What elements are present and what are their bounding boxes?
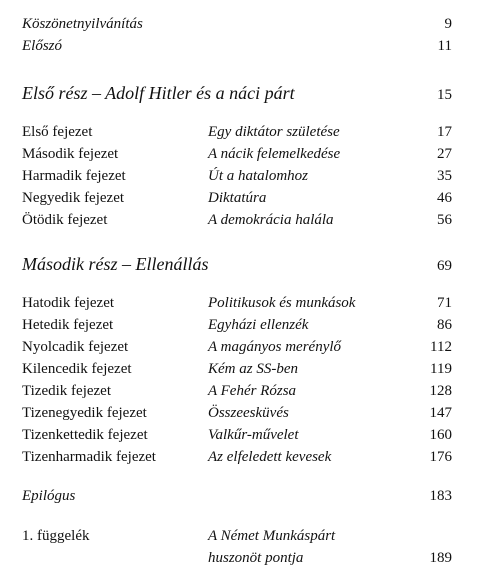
part-heading-2[interactable] — [22, 253, 452, 275]
toc-entry-epilogue[interactable] — [22, 485, 452, 507]
chapter-label: Második fejezet — [22, 146, 119, 162]
chapter-title: Összeesküvés — [208, 405, 289, 421]
chapter-title: Út a hatalomhoz — [208, 168, 309, 184]
chapter-page: 71 — [437, 295, 452, 311]
chapter-page: 27 — [437, 146, 452, 162]
toc-chapter-row[interactable] — [22, 143, 452, 165]
toc-entry-appendix-cont[interactable] — [22, 547, 452, 569]
chapter-label: Első fejezet — [22, 124, 93, 140]
chapter-label: Hatodik fejezet — [22, 295, 115, 311]
chapter-page: 46 — [437, 190, 452, 206]
appendix-title-line2: huszonöt pontja — [208, 550, 304, 566]
chapter-page: 35 — [437, 168, 452, 184]
chapter-label: Kilencedik fejezet — [22, 361, 132, 377]
appendix-page: 189 — [429, 550, 452, 566]
chapter-label: Hetedik fejezet — [22, 317, 114, 333]
chapter-page: 147 — [429, 405, 452, 421]
chapter-title: Politikusok és munkások — [208, 295, 356, 311]
chapter-title: Egyházi ellenzék — [208, 317, 309, 333]
chapter-title: A Fehér Rózsa — [208, 383, 297, 399]
toc-entry-page: 9 — [444, 16, 452, 32]
chapter-title: A demokrácia halála — [208, 212, 334, 228]
toc-entry-title: Epilógus — [22, 488, 76, 504]
toc-chapter-row[interactable] — [22, 402, 452, 424]
toc-entry-page: 183 — [429, 488, 452, 504]
chapter-label: Ötödik fejezet — [22, 212, 108, 228]
chapter-title: Egy diktátor születése — [208, 124, 340, 140]
appendix-label: 1. függelék — [22, 528, 90, 544]
chapter-label: Harmadik fejezet — [22, 168, 126, 184]
chapter-title: A magányos merénylő — [208, 339, 342, 355]
toc-chapter-row[interactable] — [22, 292, 452, 314]
part-title: Második rész – Ellenállás — [22, 254, 209, 274]
part-heading-1[interactable] — [22, 82, 452, 104]
chapter-label: Negyedik fejezet — [22, 190, 125, 206]
part-page: 69 — [437, 258, 452, 274]
chapter-page: 160 — [429, 427, 452, 443]
chapter-page: 128 — [429, 383, 452, 399]
toc-entry-title: Köszönetnyilvánítás — [22, 16, 143, 32]
toc-entry-page: 11 — [437, 38, 452, 54]
toc-chapter-row[interactable] — [22, 314, 452, 336]
toc-chapter-row[interactable] — [22, 336, 452, 358]
chapter-page: 112 — [430, 339, 452, 355]
toc-chapter-row[interactable] — [22, 209, 452, 231]
toc-chapter-row[interactable] — [22, 121, 452, 143]
toc-chapter-row[interactable] — [22, 187, 452, 209]
chapter-label: Tizedik fejezet — [22, 383, 111, 399]
appendix-title-line1: A Német Munkáspárt — [208, 528, 336, 544]
toc-chapter-row[interactable] — [22, 446, 452, 468]
chapter-title: Kém az SS-ben — [208, 361, 298, 377]
chapter-page: 86 — [437, 317, 452, 333]
chapter-label: Tizenkettedik fejezet — [22, 427, 148, 443]
toc-entry-appendix[interactable] — [22, 525, 452, 547]
toc-chapter-row[interactable] — [22, 165, 452, 187]
part-title: Első rész – Adolf Hitler és a náci párt — [22, 83, 295, 103]
toc-entry-title: Előszó — [22, 38, 63, 54]
chapter-label: Tizenegyedik fejezet — [22, 405, 147, 421]
toc-entry-preface[interactable] — [22, 35, 452, 57]
chapter-page: 17 — [437, 124, 452, 140]
chapter-page: 176 — [429, 449, 452, 465]
chapter-title: Valkűr-művelet — [208, 427, 299, 443]
chapter-title: Diktatúra — [208, 190, 267, 206]
toc-chapter-row[interactable] — [22, 380, 452, 402]
toc-chapter-row[interactable] — [22, 424, 452, 446]
chapter-label: Nyolcadik fejezet — [22, 339, 129, 355]
chapter-page: 119 — [430, 361, 452, 377]
chapter-page: 56 — [437, 212, 452, 228]
chapter-label: Tizenharmadik fejezet — [22, 449, 156, 465]
toc-chapter-row[interactable] — [22, 358, 452, 380]
part-page: 15 — [437, 87, 452, 103]
chapter-title: Az elfeledett kevesek — [208, 449, 332, 465]
chapter-title: A nácik felemelkedése — [208, 146, 341, 162]
toc-entry-acknowledgements[interactable] — [22, 13, 452, 35]
